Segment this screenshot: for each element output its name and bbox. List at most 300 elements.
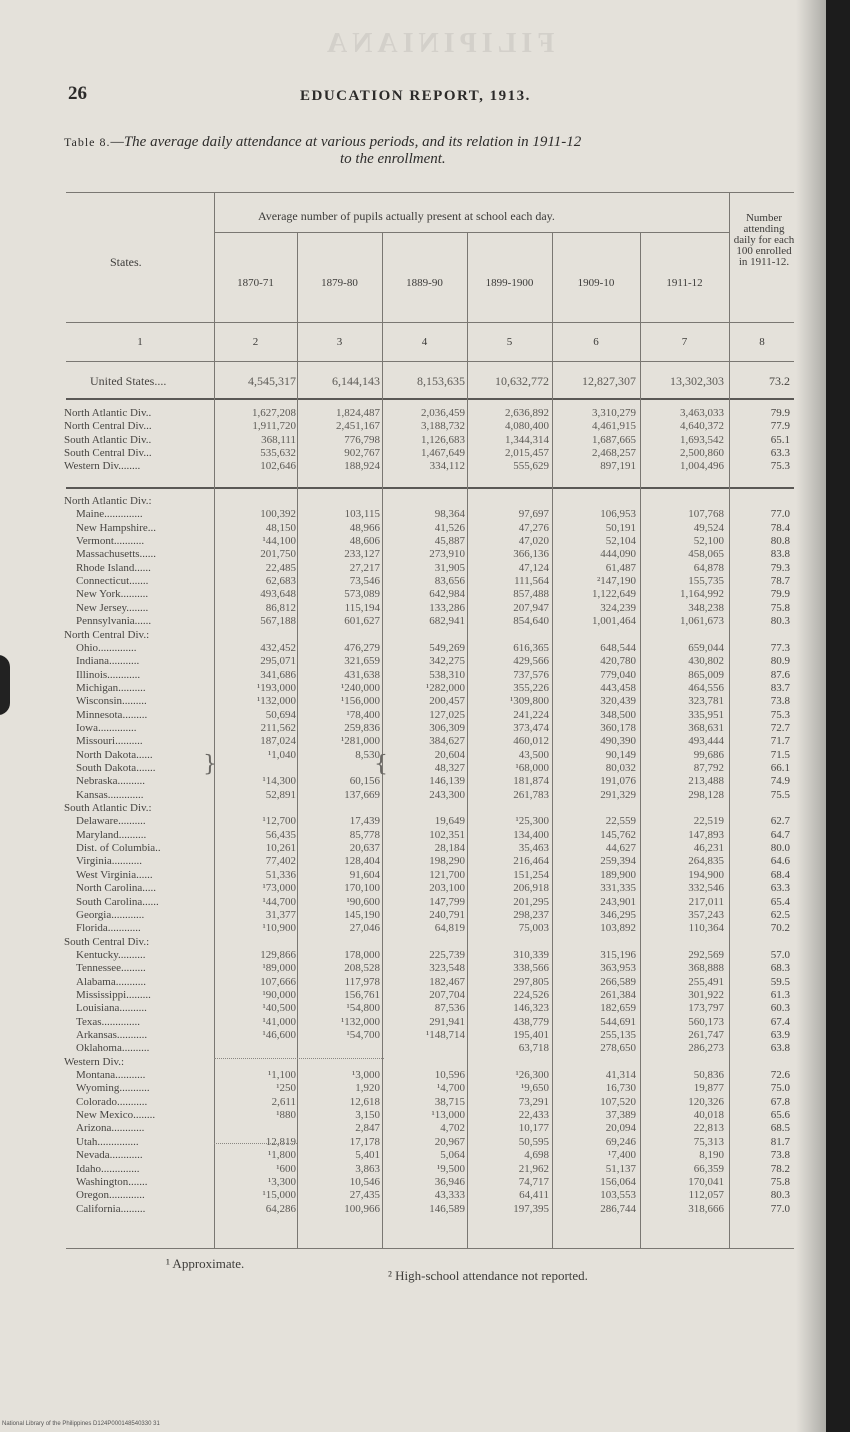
attendance-cell: 37,389 (605, 1109, 636, 1122)
attendance-cell: 112,057 (688, 1189, 724, 1202)
attendance-cell: 64,878 (693, 561, 724, 574)
attendance-cell: 1,126,683 (421, 433, 465, 446)
attendance-cell: 3,863 (355, 1162, 380, 1175)
attendance-cell: 50,694 (265, 708, 296, 721)
state-name: New Hampshire... (76, 521, 157, 534)
table-row (0, 508, 826, 521)
column-number: 1 (137, 336, 143, 348)
attendance-cell: 102,646 (260, 460, 296, 473)
state-name: South Central Div... (64, 446, 152, 459)
table-row (0, 842, 826, 855)
table-row (0, 562, 826, 575)
table-row (0, 1163, 826, 1176)
attendance-cell: 147,893 (688, 828, 724, 841)
ratio-cell: 71.7 (770, 735, 790, 748)
attendance-cell: ¹4,700 (436, 1082, 465, 1095)
table-row (0, 1176, 826, 1189)
attendance-cell: ¹282,000 (425, 681, 465, 694)
attendance-cell: 779,040 (600, 668, 636, 681)
attendance-cell: 66,359 (693, 1162, 724, 1175)
attendance-cell: 4,640,372 (680, 420, 724, 433)
attendance-cell: 48,966 (349, 521, 380, 534)
attendance-cell: 22,559 (605, 815, 636, 828)
attendance-cell: 87,792 (693, 762, 724, 774)
watermark-stamp: FILIPINIANA (322, 28, 555, 59)
attendance-cell: ¹880 (276, 1109, 296, 1122)
attendance-cell: 865,009 (688, 668, 724, 681)
ratio-cell: 63.9 (770, 1029, 790, 1041)
attendance-cell: 2,847 (355, 1122, 380, 1135)
attendance-cell: 323,548 (429, 962, 465, 975)
attendance-cell: 103,115 (344, 508, 380, 521)
table-row (0, 629, 826, 642)
attendance-cell: ¹90,000 (262, 988, 296, 1001)
ratio-cell: 75.8 (770, 601, 790, 614)
table-row (0, 1122, 826, 1135)
attendance-cell: 91,604 (349, 868, 380, 881)
attendance-cell: 44,627 (605, 842, 636, 855)
attendance-cell: 22,813 (693, 1122, 724, 1135)
attendance-cell: 75,313 (693, 1135, 724, 1148)
attendance-cell: 201,295 (513, 895, 549, 908)
column-number: 4 (421, 336, 428, 348)
attendance-cell: 3,188,732 (421, 420, 465, 433)
ratio-cell: 80.9 (770, 655, 790, 668)
attendance-cell: ¹600 (276, 1162, 296, 1175)
attendance-cell: 48,150 (265, 521, 296, 534)
ratio-cell: 80.3 (770, 1189, 790, 1202)
attendance-cell: 444,090 (600, 548, 636, 561)
attendance-cell: ¹10,900 (262, 922, 296, 935)
attendance-cell: 107,666 (260, 975, 296, 988)
ratio-cell: 60.3 (770, 1002, 790, 1015)
attendance-cell: 8,190 (699, 1149, 724, 1162)
table-row (0, 829, 826, 842)
state-name: Texas.............. (76, 1015, 140, 1028)
attendance-cell: ¹281,000 (340, 735, 380, 748)
attendance-cell: 74,717 (518, 1175, 549, 1188)
ratio-cell: 77.0 (770, 508, 790, 521)
table-label: Table 8. (64, 135, 111, 149)
attendance-cell: 368,111 (261, 433, 296, 446)
attendance-cell: 211,562 (260, 721, 296, 734)
attendance-cell: 335,951 (688, 708, 724, 721)
attendance-cell: 384,627 (429, 735, 465, 748)
divisions-rule (66, 487, 794, 489)
table-row (0, 789, 826, 802)
attendance-cell: ¹15,000 (262, 1189, 296, 1202)
attendance-cell: 261,747 (688, 1029, 724, 1041)
ratio-cell: 72.7 (770, 721, 790, 734)
table-row (0, 548, 826, 561)
attendance-cell: 854,640 (513, 615, 549, 628)
period-header: 1879-80 (321, 277, 358, 289)
attendance-cell: 2,451,167 (336, 420, 380, 433)
attendance-cell: 27,217 (349, 561, 380, 574)
attendance-cell: 73,546 (349, 575, 380, 588)
ratio-cell: 63.3 (770, 882, 790, 895)
attendance-cell: 103,553 (600, 1189, 636, 1202)
attendance-cell: 128,404 (344, 855, 380, 868)
attendance-cell: 107,520 (600, 1095, 636, 1108)
state-name: Ohio.............. (76, 641, 137, 654)
attendance-cell: ¹73,000 (262, 882, 296, 895)
attendance-cell: 255,491 (688, 975, 724, 988)
attendance-cell: 291,941 (429, 1015, 465, 1028)
attendance-cell: 430,802 (688, 655, 724, 668)
page-number: 26 (68, 83, 87, 104)
attendance-cell: 107,768 (688, 508, 724, 521)
attendance-cell: 156,064 (600, 1175, 636, 1188)
state-name: Virginia........... (76, 855, 143, 868)
attendance-cell: 97,697 (518, 508, 549, 521)
brace-left: } (203, 752, 217, 777)
attendance-cell: ¹309,800 (509, 695, 549, 708)
attendance-cell: ¹1,800 (267, 1149, 296, 1162)
attendance-cell: 200,457 (429, 695, 465, 708)
attendance-cell: 208,528 (344, 962, 380, 975)
attendance-cell: 146,589 (429, 1202, 465, 1215)
attendance-cell: 264,835 (688, 855, 724, 868)
state-name: North Carolina..... (76, 882, 157, 895)
attendance-cell: 5,401 (355, 1149, 380, 1162)
attendance-cell: 47,276 (518, 521, 549, 534)
attendance-cell: 51,137 (605, 1162, 636, 1175)
attendance-cell: 151,254 (513, 868, 549, 881)
attendance-cell: 22,485 (265, 561, 296, 574)
footnote: ¹ Approximate. (166, 1256, 245, 1271)
table-row (0, 882, 826, 895)
attendance-cell: 2,468,257 (592, 446, 636, 459)
attendance-cell: 22,433 (518, 1109, 549, 1122)
attendance-cell: 155,735 (688, 575, 724, 588)
table-row (0, 1056, 826, 1069)
attendance-cell: 170,041 (688, 1175, 724, 1188)
attendance-cell: 206,918 (513, 882, 549, 895)
table-row (0, 535, 826, 548)
attendance-cell: 20,967 (434, 1135, 465, 1148)
state-name: North Atlantic Div.. (64, 407, 152, 419)
ratio-cell: 77.9 (770, 420, 790, 433)
ratio-cell: 65.6 (770, 1109, 790, 1122)
attendance-cell: 4,702 (440, 1122, 465, 1135)
attendance-cell: 241,224 (513, 708, 549, 721)
ratio-cell: 74.9 (770, 775, 790, 788)
state-name: United States.... (90, 375, 167, 388)
attendance-cell: 45,887 (434, 535, 465, 548)
attendance-cell: 85,778 (349, 828, 380, 841)
attendance-cell: 332,546 (688, 882, 724, 895)
attendance-cell: 52,104 (605, 535, 636, 548)
ratio-cell: 73.8 (770, 1149, 790, 1162)
attendance-cell: 10,261 (265, 842, 296, 855)
attendance-cell: 315,196 (600, 948, 636, 961)
attendance-cell: 50,836 (693, 1069, 724, 1082)
attendance-cell: 73,291 (518, 1095, 549, 1108)
table-row (0, 749, 826, 762)
attendance-cell: 1,920 (355, 1082, 380, 1095)
table-caption (64, 134, 804, 151)
table-row (0, 922, 826, 935)
attendance-cell: 146,139 (429, 775, 465, 788)
attendance-cell: ¹7,400 (607, 1149, 636, 1162)
ratio-cell: 75.0 (770, 1082, 790, 1095)
attendance-cell: 1,627,208 (252, 407, 296, 419)
attendance-cell: 201,750 (260, 548, 296, 561)
ratio-cell: 67.8 (770, 1095, 790, 1108)
table-row (0, 1136, 826, 1149)
attendance-cell: ¹12,700 (262, 815, 296, 828)
attendance-cell: 368,631 (688, 721, 724, 734)
attendance-cell: 259,394 (600, 855, 636, 868)
attendance-cell: 659,044 (688, 641, 724, 654)
state-name: Montana........... (76, 1069, 146, 1082)
attendance-cell: 194,900 (688, 868, 724, 881)
attendance-cell: 99,686 (693, 748, 724, 761)
attendance-cell: 203,100 (429, 882, 465, 895)
state-name: Minnesota......... (76, 708, 148, 721)
state-name: North Central Div... (64, 420, 152, 433)
state-name: New Mexico........ (76, 1109, 156, 1122)
table-row (0, 575, 826, 588)
table-row (0, 869, 826, 882)
attendance-cell: 191,076 (600, 775, 636, 788)
table-row (0, 722, 826, 735)
attendance-cell: 64,819 (434, 922, 465, 935)
ratio-cell: 80.3 (770, 615, 790, 628)
attendance-cell: 261,384 (600, 988, 636, 1001)
table-row (0, 695, 826, 708)
table-row (0, 1069, 826, 1082)
state-name: South Atlantic Div.: (64, 802, 152, 815)
attendance-cell: 4,080,400 (505, 420, 549, 433)
table-row (0, 1082, 826, 1095)
ratio-cell: 79.3 (770, 561, 790, 574)
attendance-cell: 266,589 (600, 975, 636, 988)
attendance-cell: 35,463 (518, 842, 549, 855)
state-name: North Central Div.: (64, 628, 150, 641)
ratio-cell: 73.8 (770, 695, 790, 708)
total-rule (66, 398, 794, 400)
attendance-cell: ¹68,000 (515, 762, 549, 774)
state-name: Delaware.......... (76, 815, 146, 828)
attendance-cell: 346,295 (600, 908, 636, 921)
attendance-cell: 278,650 (600, 1042, 636, 1055)
attendance-cell: 560,173 (688, 1015, 724, 1028)
attendance-cell: 324,239 (600, 601, 636, 614)
state-name: North Dakota...... (76, 748, 153, 761)
table-bottom-rule (66, 1248, 794, 1249)
attendance-cell: 348,238 (688, 601, 724, 614)
attendance-cell: 286,744 (600, 1202, 636, 1215)
state-name: South Central Div.: (64, 935, 150, 948)
table-row (0, 896, 826, 909)
table-row (0, 588, 826, 601)
states-column-header: States. (110, 255, 142, 269)
state-name: New York.......... (76, 588, 149, 601)
attendance-cell: 12,618 (349, 1095, 380, 1108)
attendance-cell: 64,411 (519, 1189, 549, 1202)
table-row (0, 615, 826, 628)
attendance-cell: 63,718 (518, 1042, 549, 1055)
attendance-cell: ¹25,300 (515, 815, 549, 828)
group-column-header: Average number of pupils actually present at school each day. (258, 209, 555, 223)
attendance-cell: 27,435 (349, 1189, 380, 1202)
state-name: West Virginia...... (76, 868, 153, 881)
attendance-cell: ¹13,000 (431, 1109, 465, 1122)
attendance-cell: 1,004,496 (680, 460, 724, 473)
table-row (0, 802, 826, 815)
attendance-cell: 31,377 (265, 908, 296, 921)
table-row (0, 447, 826, 460)
state-name: Mississippi......... (76, 988, 151, 1001)
attendance-cell: 195,401 (513, 1029, 549, 1041)
attendance-cell: 47,020 (518, 535, 549, 548)
attendance-cell: 243,901 (600, 895, 636, 908)
attendance-cell: 117,978 (344, 975, 380, 988)
attendance-cell: 12,827,307 (582, 374, 636, 388)
attendance-cell: 567,188 (260, 615, 296, 628)
table-row (0, 1002, 826, 1015)
ratio-cell: 78.7 (770, 575, 790, 588)
column-number-rule (66, 361, 794, 362)
state-name: Georgia............ (76, 908, 145, 921)
attendance-cell: 56,435 (265, 828, 296, 841)
attendance-cell: 213,488 (688, 775, 724, 788)
attendance-cell: 493,444 (688, 735, 724, 748)
attendance-cell: 233,127 (344, 548, 380, 561)
state-name: Massachusetts...... (76, 548, 157, 561)
state-name: Nebraska.......... (76, 775, 146, 788)
attendance-cell: 366,136 (513, 548, 549, 561)
attendance-cell: 77,402 (265, 855, 296, 868)
state-name: New Jersey........ (76, 601, 149, 614)
attendance-cell: 225,739 (429, 948, 465, 961)
attendance-cell: 273,910 (429, 548, 465, 561)
attendance-cell: 443,458 (600, 681, 636, 694)
header-bottom-rule (66, 322, 794, 323)
column-number: 3 (336, 336, 343, 348)
table-row (0, 989, 826, 1002)
state-name: Louisiana.......... (76, 1002, 147, 1015)
state-name: South Atlantic Div.. (64, 433, 152, 446)
state-name: Western Div........ (64, 460, 141, 473)
attendance-cell: ¹26,300 (515, 1069, 549, 1082)
attendance-cell: 10,177 (518, 1122, 549, 1135)
state-name: Wisconsin......... (76, 695, 147, 708)
attendance-cell: 286,273 (688, 1042, 724, 1055)
attendance-cell: 12,819 (265, 1135, 296, 1148)
ratio-cell: 81.7 (770, 1135, 790, 1148)
ratio-column-header: Number attending daily for each 100 enrolled in 1911-12. (733, 212, 795, 268)
attendance-cell: 310,339 (513, 948, 549, 961)
attendance-cell: ¹250 (276, 1082, 296, 1095)
attendance-cell: 156,761 (344, 988, 380, 1001)
table-row (0, 669, 826, 682)
table-row (0, 1109, 826, 1122)
attendance-cell: 1,693,542 (680, 433, 724, 446)
ratio-cell: 77.0 (770, 1202, 790, 1215)
attendance-cell: 134,400 (513, 828, 549, 841)
attendance-cell: 170,100 (344, 882, 380, 895)
ratio-cell: 75.3 (770, 460, 790, 473)
attendance-cell: 5,064 (440, 1149, 465, 1162)
state-name: South Carolina...... (76, 895, 159, 908)
table-row (0, 642, 826, 655)
attendance-cell: 301,922 (688, 988, 724, 1001)
ratio-cell: 59.5 (770, 975, 790, 988)
attendance-cell: 19,649 (434, 815, 465, 828)
attendance-cell: 69,246 (605, 1135, 636, 1148)
table-row (0, 434, 826, 447)
attendance-cell: 43,500 (518, 748, 549, 761)
attendance-cell: 4,698 (524, 1149, 549, 1162)
attendance-cell: 460,012 (513, 735, 549, 748)
state-name: Missouri.......... (76, 735, 143, 748)
attendance-cell: 52,891 (265, 788, 296, 801)
attendance-cell: 295,071 (260, 655, 296, 668)
attendance-cell: 115,194 (344, 601, 380, 614)
caption-text-line1: —The average daily attendance at various periods, and its relation in 1911-12 (110, 134, 582, 150)
attendance-cell: 1,001,464 (592, 615, 636, 628)
state-name: California......... (76, 1202, 146, 1215)
attendance-cell: ¹54,700 (346, 1029, 380, 1041)
attendance-cell: 538,310 (429, 668, 465, 681)
attendance-cell: 52,100 (693, 535, 724, 548)
attendance-cell: 1,061,673 (680, 615, 724, 628)
attendance-cell: 197,395 (513, 1202, 549, 1215)
attendance-cell: 10,596 (434, 1069, 465, 1082)
attendance-cell: 4,461,915 (592, 420, 636, 433)
attendance-cell: 2,611 (271, 1095, 296, 1108)
attendance-cell: 21,962 (518, 1162, 549, 1175)
attendance-cell: 259,836 (344, 721, 380, 734)
attendance-cell: 51,336 (265, 868, 296, 881)
attendance-cell: 120,326 (688, 1095, 724, 1108)
attendance-cell: ¹90,600 (346, 895, 380, 908)
attendance-cell: 187,024 (260, 735, 296, 748)
attendance-cell: ¹14,300 (262, 775, 296, 788)
attendance-cell: 43,333 (434, 1189, 465, 1202)
period-header: 1870-71 (237, 277, 274, 289)
attendance-cell: 555,629 (513, 460, 549, 473)
ratio-cell: 72.6 (770, 1069, 790, 1082)
attendance-cell: 181,874 (513, 775, 549, 788)
attendance-cell: 363,953 (600, 962, 636, 975)
attendance-cell: 535,632 (260, 446, 296, 459)
period-header: 1899-1900 (485, 277, 534, 289)
attendance-cell: 188,924 (344, 460, 380, 473)
attendance-cell: 2,500,860 (680, 446, 724, 459)
state-name: Vermont........... (76, 535, 145, 548)
attendance-cell: 493,648 (260, 588, 296, 601)
state-name: Tennessee......... (76, 962, 146, 975)
footnote: ² High-school attendance not reported. (388, 1268, 588, 1283)
attendance-cell: 342,275 (429, 655, 465, 668)
state-name: Kentucky.......... (76, 948, 146, 961)
attendance-cell: 83,656 (434, 575, 465, 588)
attendance-cell: ¹40,500 (262, 1002, 296, 1015)
attendance-cell: ¹41,000 (262, 1015, 296, 1028)
attendance-cell: 2,036,459 (421, 407, 465, 419)
ratio-cell: 83.8 (770, 548, 790, 561)
attendance-cell: ¹1,100 (267, 1069, 296, 1082)
ratio-cell: 77.3 (770, 641, 790, 654)
attendance-cell: 341,686 (260, 668, 296, 681)
attendance-cell: 10,632,772 (495, 374, 549, 388)
attendance-cell: 207,947 (513, 601, 549, 614)
ratio-cell: 68.4 (770, 868, 790, 881)
